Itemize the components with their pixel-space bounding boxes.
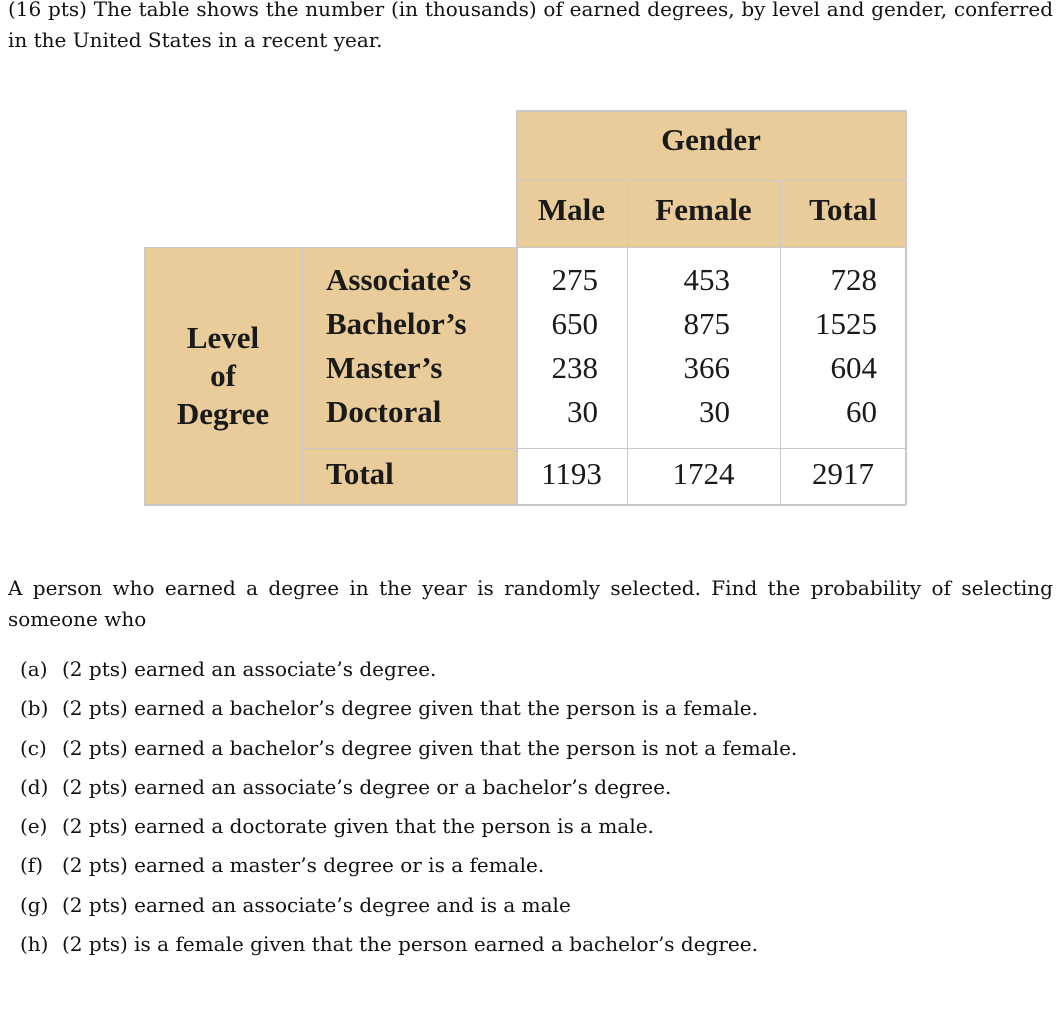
part-text: (2 pts) earned an associate’s degree or a bachelor’s degree. [62,774,672,799]
part-label: (f) [20,853,44,878]
cell-value: 1724 [672,456,735,491]
cell-value: 275 [551,262,598,297]
cell-value: 366 [683,350,730,385]
row-label-associates: Associate’s [326,262,472,297]
part-text: (2 pts) earned a master’s degree or is a female. [62,853,545,878]
part-label: (a) [20,657,48,681]
column-header-total: Total [809,192,877,227]
grid-line [302,448,906,449]
row-label-bachelors: Bachelor’s [326,306,467,341]
list-item [20,886,797,925]
part-text: (2 pts) earned an associate’s degree and is a male [62,892,571,917]
part-label: (g) [20,892,49,917]
cell-value: 453 [683,262,730,297]
list-item [20,925,797,964]
list-item [20,650,797,689]
row-label-total: Total [326,456,394,491]
row-label-masters: Master’s [326,350,443,385]
part-label: (c) [20,735,47,760]
grid-line [144,247,906,248]
column-header-female: Female [655,192,752,227]
column-header-male: Male [537,192,606,227]
problem-intro: (16 pts) The table shows the number (in thousands) of earned degrees, by level and gender, conferred in the United States in a recent year. [8,0,1053,52]
cell-value: 30 [567,394,598,429]
part-text: (2 pts) earned a doctorate given that the person is a male. [62,814,654,839]
question-parts-list [20,650,797,964]
gender-header: Gender [661,122,761,157]
question-text: A person who earned a degree in the year is randomly selected. Find the probability of selecting someone who [8,576,1053,631]
part-label: (h) [20,932,49,957]
cell-value: 650 [551,306,598,341]
part-text: (2 pts) earned a bachelor’s degree given that the person is not a female. [62,735,798,760]
level-of-degree-label: Level of Degree [176,320,270,431]
part-label: (b) [20,696,49,721]
list-item [20,729,797,768]
part-text: (2 pts) earned an associate’s degree. [62,657,437,681]
cell-value: 1193 [541,456,602,491]
list-item [20,689,797,728]
grid-line [144,504,906,506]
cell-value: 30 [699,394,730,429]
grid-line [516,180,906,181]
part-label: (d) [20,774,49,799]
cell-value: 1525 [815,306,877,341]
part-text: (2 pts) is a female given that the person earned a bachelor’s degree. [62,932,758,957]
grid-line [516,110,906,112]
cell-value: 604 [830,350,877,385]
cell-value: 60 [846,394,877,429]
list-item [20,768,797,807]
cell-value: 728 [830,262,877,297]
list-item [20,807,797,846]
grid-line [302,247,303,505]
list-item [20,846,797,885]
part-text: (2 pts) earned a bachelor’s degree given that the person is a female. [62,696,758,721]
grid-line [905,110,907,505]
cell-value: 238 [551,350,598,385]
part-label: (e) [20,814,48,839]
cell-value: 875 [683,306,730,341]
row-label-doctoral: Doctoral [326,394,442,429]
cell-value: 2917 [812,456,874,491]
